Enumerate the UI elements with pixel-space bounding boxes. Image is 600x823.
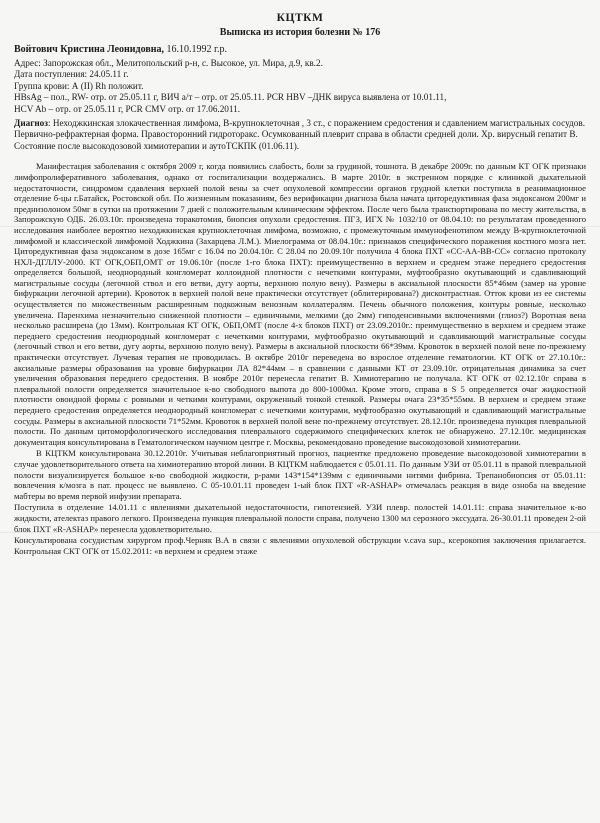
- lab-results-1: HBsAg – пол., RW- отр. от 25.05.11 г, ВИЧ а/т – отр. от 25.05.11. PCR HBV –ДНК вируса выявлена от 10.01.11,: [14, 92, 447, 103]
- patient-name: Войтович Кристина Леонидовна,: [14, 44, 165, 55]
- scan-artifact: [0, 226, 600, 227]
- document-subtitle: Выписка из история болезни № 176: [219, 27, 381, 38]
- diagnosis: [14, 118, 586, 153]
- admission-date: Дата поступления: 24.05.11 г.: [14, 69, 129, 80]
- patient-dob: 16.10.1992 г.р.: [166, 44, 228, 55]
- paragraph-admission: Поступила в отделение 14.01.11 с явлениями дыхательной недостаточности, гипотензией. УЗИ плевр. полостей 14.01.11: справа значительное к-во жидкости, ателектаз правого легкого. Произведена пункция плевральной полости справа, получено 1300 мл серозного экссудата. 26-30.01.11 проведен 2-ой блок ПХТ «R-ASHAP» перенесла удовлетворительно.: [14, 502, 586, 534]
- diagnosis-text: : Неходжкинская злокачественная лимфома, В-крупноклеточная , 3 ст., с поражением средостения и сдавлением магистральных сосудов. Первично-рефрактерная форма. Правосторонний гидроторакс. Осумкованный плеврит справа в области средней доли. Хр. вирусный гепатит В. Состояние после высокодозовой химиотерапии и аутоТСКПК (01.06.11).: [14, 117, 585, 151]
- scan-artifact: [0, 532, 600, 533]
- patient-header: [14, 44, 586, 152]
- anamnesis: [14, 161, 586, 556]
- paragraph-history: Манифестация заболевания с октября 2009 г, когда появились слабость, боли за грудиной, тошнота. В декабре 2009г. по данным КТ ОГК признаки лимфопролиферативного заболевания, однако от госпитализации воздержались. В марте 2010г. в экстренном порядке с клиникой дыхательной недостаточности, синдромом сдавления верхней полой вены за счет опухолевой компрессии органов грудной клетки поступила в реанимационное отделение б-цы г.Батайск, Ростовской обл. По жизненным показаниям, без верификации диагноза была начата циторедуктивная фаза эндоксаном 200мг и преднизолоном 50мг в сутки на протяжении 7 дней с положительным клиническим эффектом. После чего была транспортирована по месту жительства, в Запорожскую ОДБ. 26.03.10г. произведена торакотомия, биопсия опухоли средостения. ПГЗ, ИГХ № 1032/10 от 08.04.10: по результатам проведенного исследования наиболее вероятно неходжкинская крупноклеточная лимфома, возможно, с промежуточным иммунофенотипом между В-крупноклеточной лимфомой и классической лимфомой Ходжкина (Захарцева Л.М.). Миелограмма от 08.04.10г.: признаков специфического поражения костного мозга нет. Циторедуктивная фаза эндоксаном в дозе 165мг с 16.04 по 20.04.10г. С 28.04 по 20.09.10г получила 4 блока ПХТ «СС-АА-ВВ-СС» согласно протоколу НХЛ-ДГЛЛУ-2000. КТ ОГК,ОБП,ОМТ от 19.06.10г (после 1-го блока ПХТ): преимущественно в верхнем и среднем этаже переднего средостения определяется большой, неоднородный конгломерат коллоидной плотности с нечеткими контурами, муфтообразно окутывающий и сдавливающий магистральные сосуды (легочной ствол и его ветви, дугу аорты, верхнюю полую вену). Размеры в аксиальной плоскости 85*46мм (замер на уровне бифуркации легочной артерии). Кровоток в верхней полой вене практически отсутствует (облитерирована?) дисконтрастная. Отток крови из ее системы осуществляется по множественным расширенным подкожным венозным коллатералям. Печень обычного положения, контуры ровные, несколько увеличена. Паренхима незначительно сниженной плотности – единичными, мелкими (до 2мм) гиподенсивными включениями (глиоз?) Воротная вена несколько расширена (до 13мм). Контрольная КТ ОГК, ОБП,ОМТ (после 4-х блоков ПХТ) от 23.09.2010г.: преимущественно в верхнем и среднем этаже переднего средостения неоднородный конгломерат с нечеткими контурами, муфтообразно окутывающий и сдавливающий магистральные сосуды (легочный ствол и его ветви, дугу аорты, верхнюю полую вену). Размеры в аксиальной плоскости 66*39мм. Кровоток в верхней полой вене по-прежнему практически отсутствует. Лучевая терапия не проводилась. В октябре 2010г переведена во взрослое отделение гематологии. КТ ОГК от 27.10.10г.: аксиальные размеры образования на уровне бифуркации ЛА 82*44мм – в сравнении с данными КТ от 23.09.10г. отрицательная динамика за счет увеличения образования переднего средостения. В ноябре 2010г перенесла гепатит В. Химиотерапию не получала. КТ ОГК от 02.12.10г справа в плевральной полости определяется значительное к-во свободного выпота до 800-1000мл. Кроме этого, справа в S 5 определяется очаг жидкостной плотности овоидной формы с ровными и четкими контурами, окруженный тонкой стенкой. Размеры очага 23*35*55мм. В верхнем и среднем этаже переднего средостения определяется неоднородный конгломерат с нечеткими контурами, муфтообразно окутывающий и сдавливающий магистральные сосуды. Размеры в аксиальной плоскости 71*52мм. Кровоток в верхней полой вене по-прежнему отсутствует. 28.12.10г. произведена пункция плевральной полости. По данным цитоморфологического исследования плеврального содержимого специфических клеток не обнаружено. 27.12.10г. медицинская документация консультирована в Гематологическом научном центре г. Москвы, рекомендовано проведение высокодозовой химиотерапии.: [14, 161, 586, 447]
- paragraph-consultation: Консультирована сосудистым хирургом проф.Черняк В.А в связи с явлениями опухолевой обструкции v.cava sup., ксерокопия заключения прилагается. Контрольная СКТ ОГК от 15.02.2011: «в верхнем и среднем этаже: [14, 535, 586, 556]
- patient-address: Адрес: Запорожская обл., Мелитопольский р-н, с. Высокое, ул. Мира, д.9, кв.2.: [14, 57, 323, 68]
- lab-results-2: HCV Ab – отр. от 25.05.11 г, PCR CMV отр. от 17.06.2011.: [14, 103, 241, 114]
- patient-line: [14, 44, 586, 56]
- document-title: КЦТКМ: [276, 12, 324, 24]
- paragraph-kctkm: В КЦТКМ консультирована 30.12.2010г. Учитывая неблагоприятный прогноз, пациентке предложено проведение высокодозовой химиотерапии в случае удовлетворительного ответа на химиотерапию второй линии. В КЦТКМ наблюдается с 05.01.11. По данным УЗИ от 05.01.11 в правой плевральной полости визуализируется большое к-во свободной жидкости, р-рами 143*154*139мм с единичными нитями фибрина. Трепанобиопсия от 05.01.11: вовлечения к/мозга в пат. процесс не выявлено. С 05-10.01.11 проведен 1-ый блок ПХТ «R-ASHAP» отмечалась реакция в виде озноба на введение мабтеры во время первой инфузии препарата.: [14, 448, 586, 501]
- diagnosis-label: Диагноз: [14, 117, 48, 128]
- blood-group: Группа крови: А (II) Rh положит.: [14, 80, 144, 91]
